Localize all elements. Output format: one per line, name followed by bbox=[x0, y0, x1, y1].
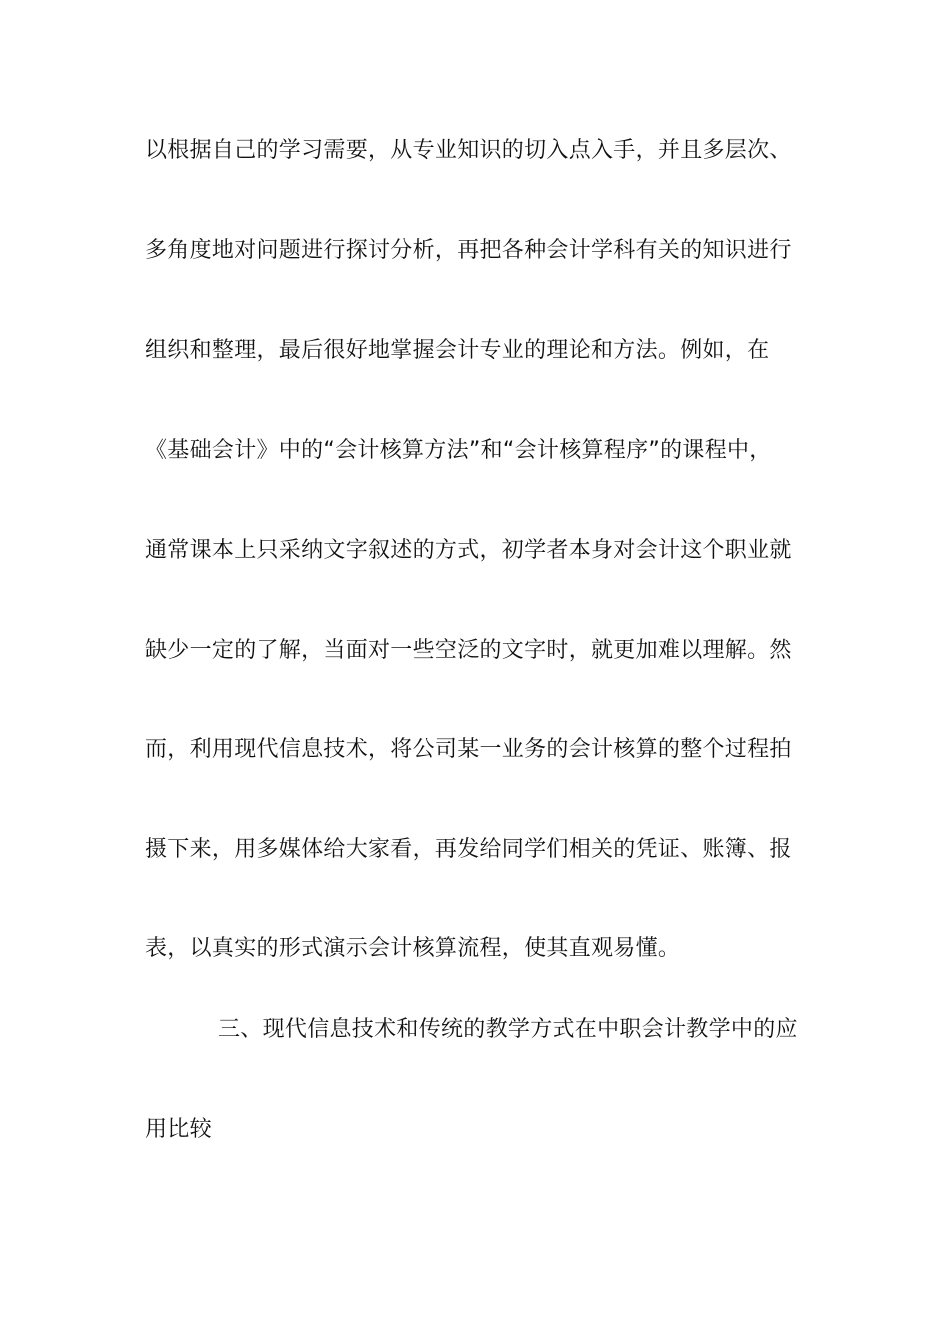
paragraph-line: 多角度地对问题进行探讨分析，再把各种会计学科有关的知识进行 bbox=[145, 238, 792, 263]
paragraph-line: 摄下来，用多媒体给大家看，再发给同学们相关的凭证、账簿、报 bbox=[145, 837, 792, 862]
paragraph-line: 通常课本上只采纳文字叙述的方式，初学者本身对会计这个职业就 bbox=[145, 538, 792, 563]
paragraph-line: 缺少一定的了解，当面对一些空泛的文字时，就更加难以理解。然 bbox=[145, 638, 792, 663]
paragraph-line: 表，以真实的形式演示会计核算流程，使其直观易懂。 bbox=[145, 936, 681, 961]
section-heading-line: 用比较 bbox=[145, 1117, 212, 1142]
paragraph-line: 以根据自己的学习需要，从专业知识的切入点入手，并且多层次、 bbox=[145, 138, 792, 163]
paragraph-line: 而，利用现代信息技术，将公司某一业务的会计核算的整个过程拍 bbox=[145, 737, 792, 762]
paragraph-line: 组织和整理，最后很好地掌握会计专业的理论和方法。例如，在 bbox=[145, 338, 770, 363]
paragraph-line: 《基础会计》中的“会计核算方法”和“会计核算程序”的课程中， bbox=[145, 438, 772, 463]
section-heading-line: 三、现代信息技术和传统的教学方式在中职会计教学中的应 bbox=[218, 1017, 798, 1042]
